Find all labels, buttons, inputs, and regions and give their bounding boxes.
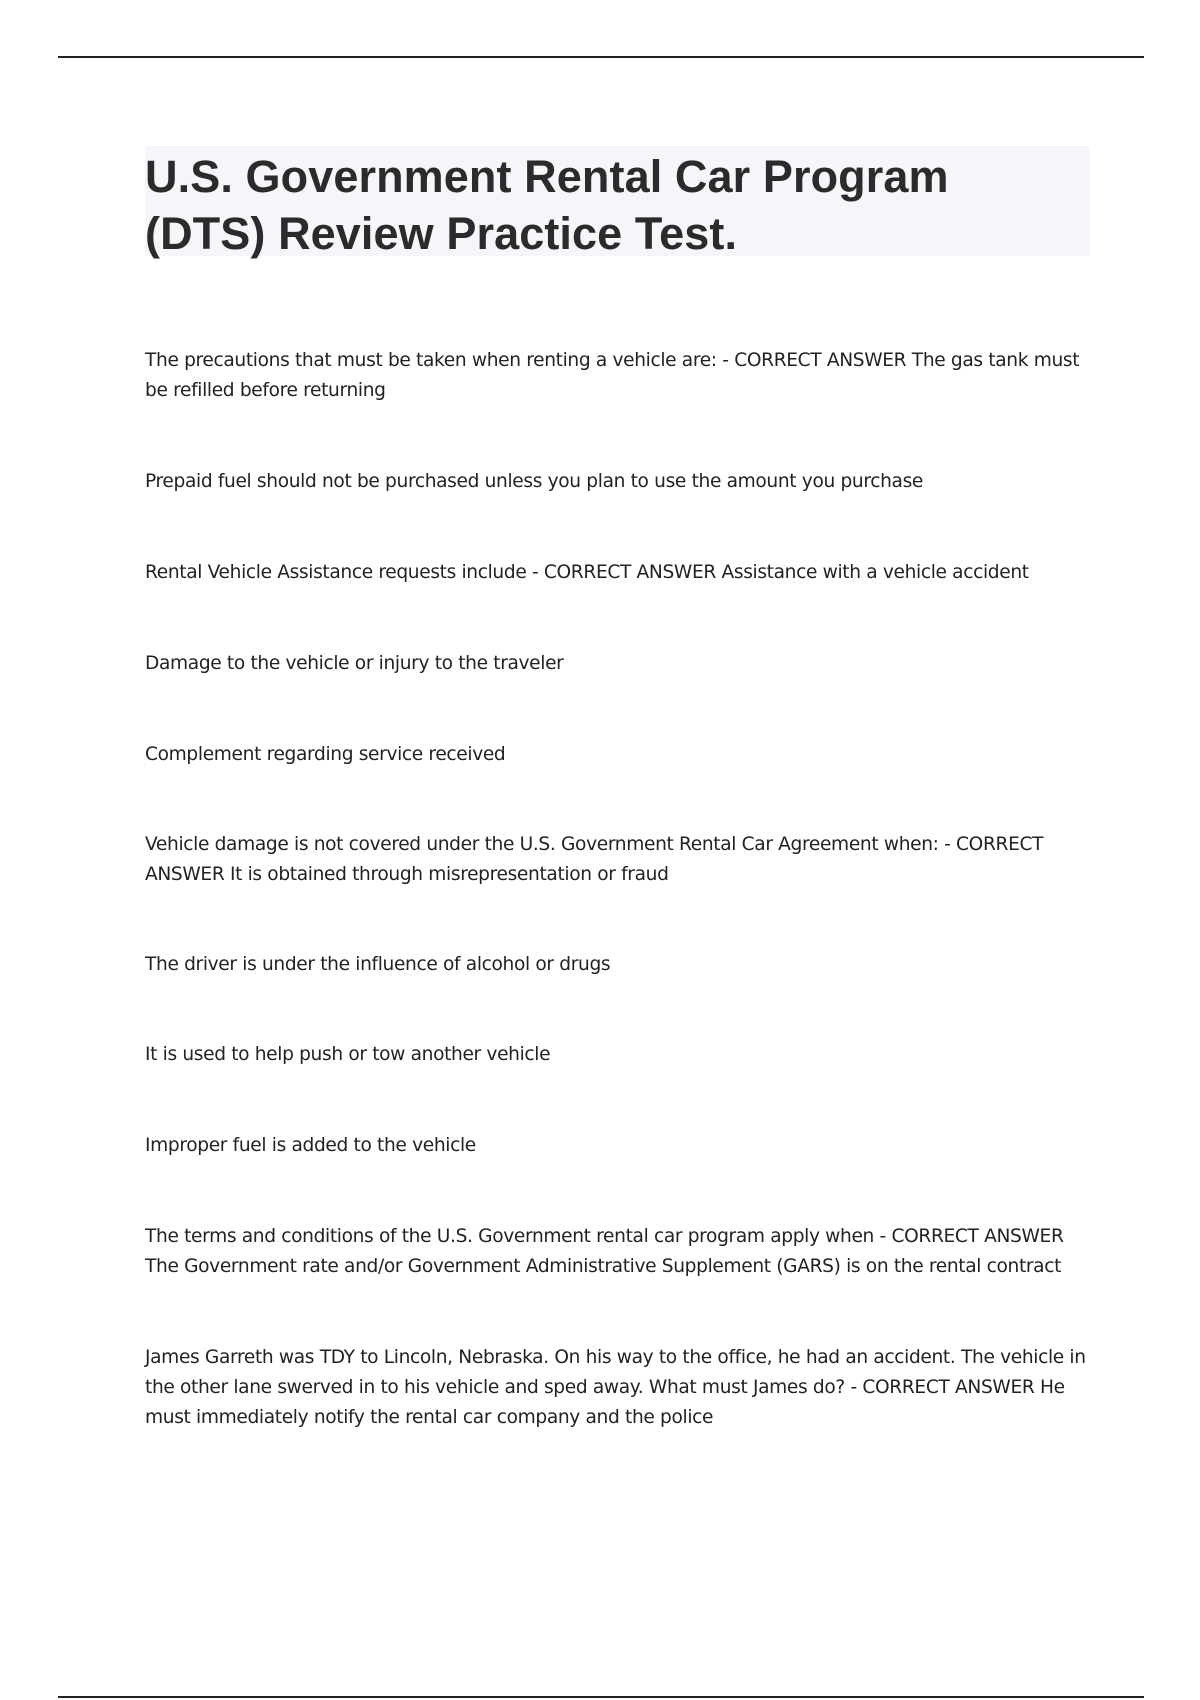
title-block <box>145 146 1090 259</box>
question-entry: Complement regarding service received <box>145 744 506 765</box>
question-entry: Damage to the vehicle or injury to the traveler <box>145 653 564 674</box>
title-line-1: U.S. Government Rental Car Program <box>145 151 949 202</box>
top-divider <box>58 56 1144 58</box>
title-line-2: (DTS) Review Practice Test. <box>145 208 738 259</box>
question-entry: Improper fuel is added to the vehicle <box>145 1135 476 1156</box>
question-entry: The precautions that must be taken when renting a vehicle are: - CORRECT ANSWER The gas tank must be refilled before returning <box>145 350 1080 401</box>
page-title <box>145 146 1090 262</box>
question-entry: Rental Vehicle Assistance requests include - CORRECT ANSWER Assistance with a vehicle accident <box>145 562 1029 583</box>
question-entry: It is used to help push or tow another vehicle <box>145 1044 551 1065</box>
question-entry: The driver is under the influence of alcohol or drugs <box>145 954 611 975</box>
question-entry: Vehicle damage is not covered under the U.S. Government Rental Car Agreement when: - CORRECT ANSWER It is obtained through misrepresentation or fraud <box>145 834 1044 885</box>
question-entry: James Garreth was TDY to Lincoln, Nebraska. On his way to the office, he had an accident. The vehicle in the other lane swerved in to his vehicle and sped away. What must James do? - CORRECT ANSWER He must immediately notify the rental car company and the police <box>145 1347 1086 1428</box>
bottom-divider <box>58 1696 1144 1698</box>
question-entry: The terms and conditions of the U.S. Government rental car program apply when - CORRECT ANSWER The Government rate and/or Government Administrative Supplement (GARS) is on the rental contract <box>145 1226 1064 1277</box>
question-entry: Prepaid fuel should not be purchased unless you plan to use the amount you purchase <box>145 471 924 492</box>
